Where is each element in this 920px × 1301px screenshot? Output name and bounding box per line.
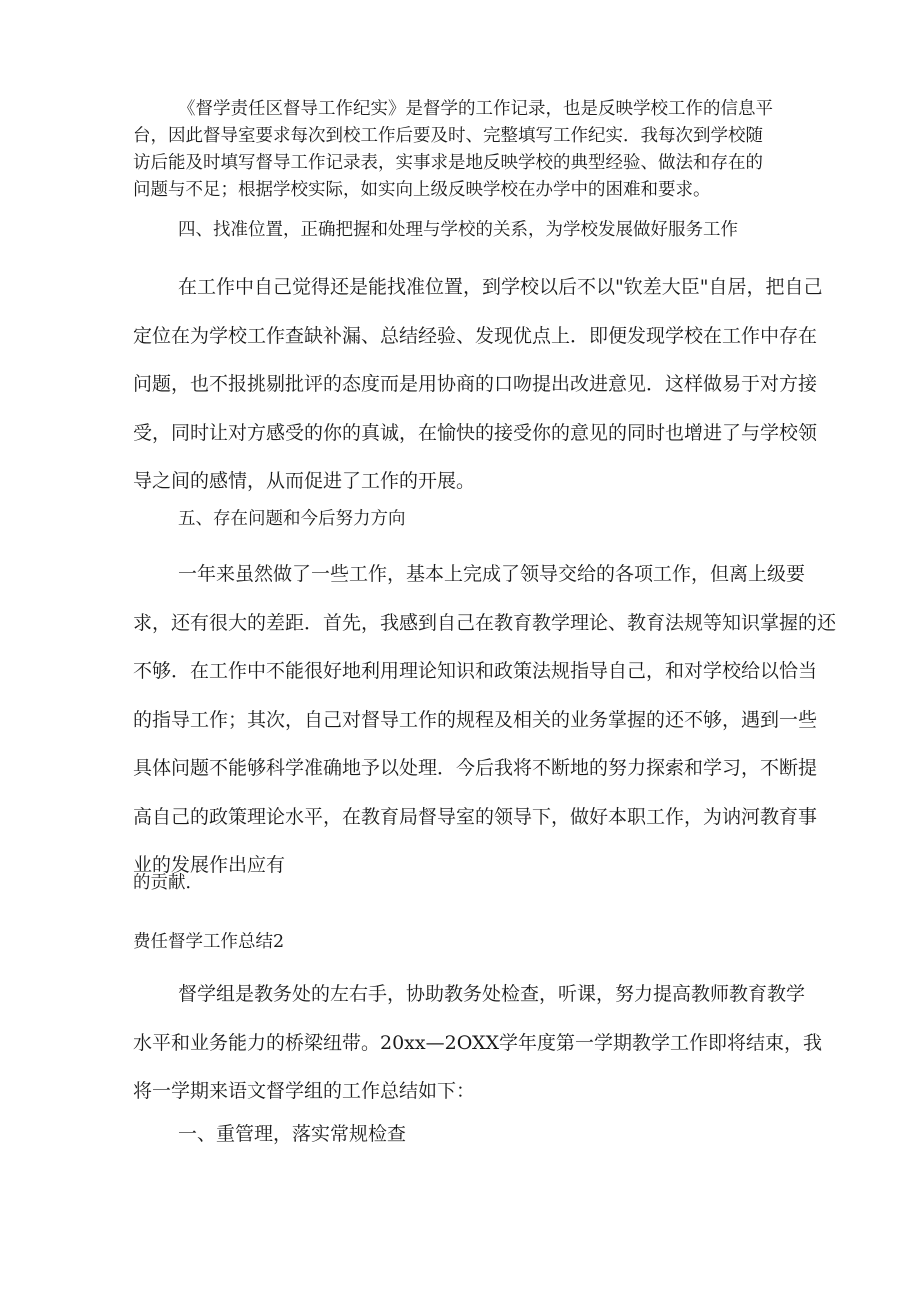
paragraph-problems-tail: 的贡献． bbox=[133, 873, 203, 893]
paragraph-group bbox=[133, 970, 822, 1116]
text-line: 问题，也不报挑剔批评的态度而是用协商的口吻提出改进意见．这样做易于对方接 bbox=[133, 373, 818, 395]
document-title-2: 费任督学工作总结2 bbox=[133, 932, 285, 952]
text-line: 在工作中自己觉得还是能找准位置，到学校以后不以"钦差大臣"自居，把自己 bbox=[178, 276, 823, 298]
paragraph-problems bbox=[133, 550, 836, 890]
text-line: 将一学期来语文督学组的工作总结如下： bbox=[133, 1080, 476, 1102]
section-heading-five: 五、存在问题和今后努力方向 bbox=[178, 509, 406, 529]
text-line: 具体问题不能够科学准确地予以处理．今后我将不断地的努力探索和学习，不断提 bbox=[133, 757, 818, 779]
text-line: 访后能及时填写督导工作记录表，实事求是地反映学校的典型经验、做法和存在的 bbox=[133, 153, 763, 173]
text-line: 《督学责任区督导工作纪实》是督学的工作记录，也是反映学校工作的信息平 bbox=[178, 99, 773, 119]
text-line: 业的发展作出应有 bbox=[133, 854, 286, 876]
text-line: 督学组是教务处的左右手，协助教务处检查，听课，努力提高教师教育教学 bbox=[178, 983, 806, 1005]
text-line: 求，还有很大的差距．首先，我感到自己在教育教学理论、教育法规等知识掌握的还 bbox=[133, 611, 837, 634]
text-line: 高自己的政策理论水平，在教育局督导室的领导下，做好本职工作，为讷河教育事 bbox=[133, 805, 818, 828]
paragraph-position bbox=[133, 263, 822, 506]
text-line: 台，因此督导室要求每次到校工作后要及时、完整填写工作纪实．我每次到学校随 bbox=[133, 126, 763, 146]
section-heading-four: 四、找准位置，正确把握和处理与学校的关系，为学校发展做好服务工作 bbox=[178, 220, 738, 240]
text-line: 受，同时让对方感受的你的真诚，在愉快的接受你的意见的同时也增进了与学校领 bbox=[133, 421, 818, 444]
text-line: 水平和业务能力的桥梁纽带。20xx—2OXX学年度第一学期教学工作即将结束，我 bbox=[133, 1031, 822, 1054]
text-line: 一年来虽然做了一些工作，基本上完成了领导交给的各项工作，但离上级要 bbox=[178, 563, 806, 585]
text-line: 问题与不足；根据学校实际，如实向上级反映学校在办学中的困难和要求。 bbox=[133, 180, 711, 200]
text-line: 的指导工作；其次，自己对督导工作的规程及相关的业务掌握的还不够，遇到一些 bbox=[133, 708, 818, 731]
text-line: 不够．在工作中不能很好地利用理论知识和政策法规指导自己，和对学校给以恰当 bbox=[133, 660, 818, 682]
text-line: 定位在为学校工作查缺补漏、总结经验、发现优点上．即便发现学校在工作中存在 bbox=[133, 324, 818, 347]
text-line: 导之间的感情，从而促进了工作的开展。 bbox=[133, 470, 476, 492]
paragraph-journal bbox=[133, 96, 773, 204]
section-one-heading: 一、重管理，落实常规检查 bbox=[178, 1123, 407, 1145]
